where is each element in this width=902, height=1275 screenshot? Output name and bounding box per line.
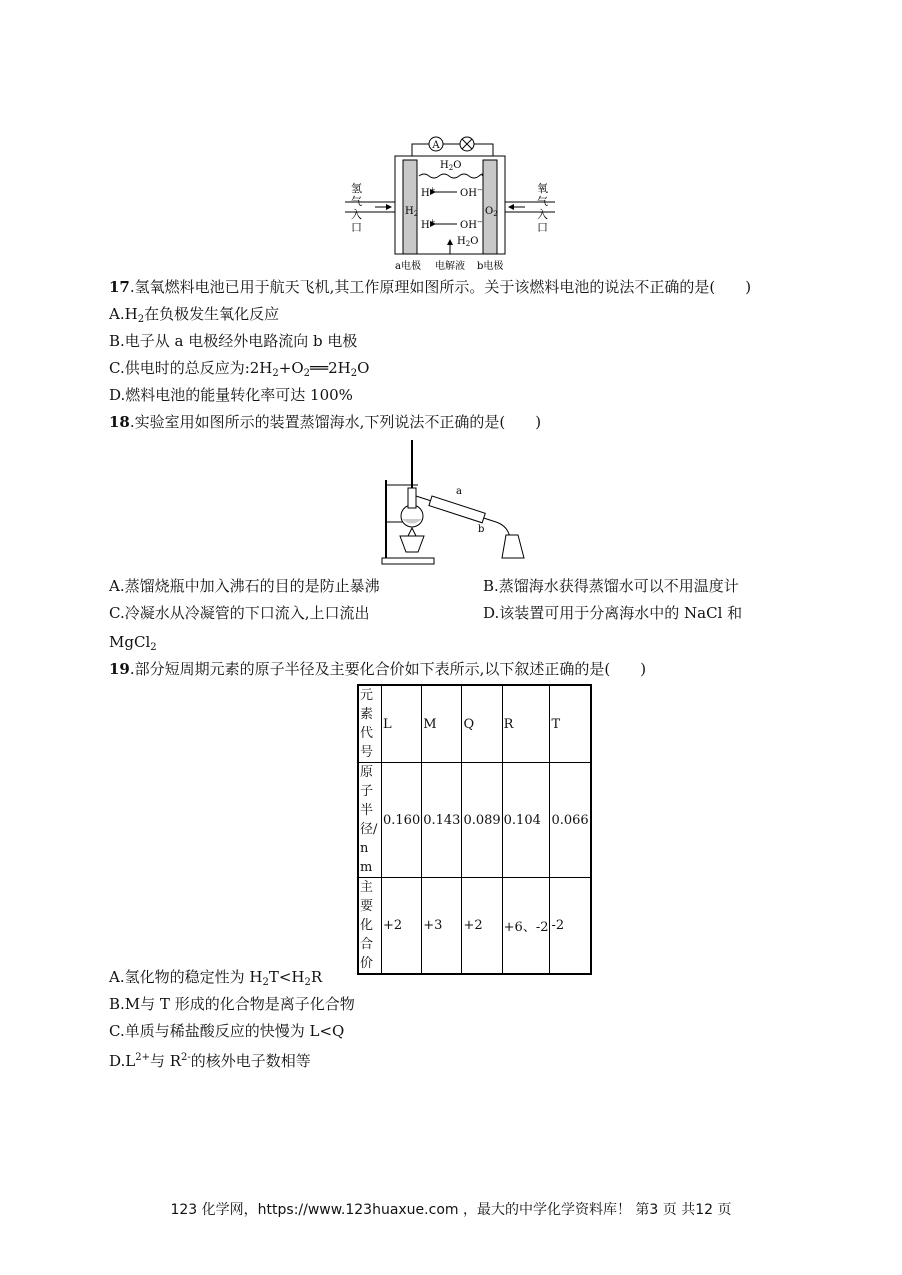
electrolyte-label: 电解液 [435, 261, 465, 272]
table-cell: +2 [462, 878, 502, 975]
q17-text: .氢氧燃料电池已用于航天飞机,其工作原理如图所示。关于该燃料电池的说法不正确的是( ) [129, 278, 752, 296]
table-cell: +2 [382, 878, 422, 975]
table-cell: -2 [550, 878, 591, 975]
table-cell: Q [462, 685, 502, 763]
electrode-a-label: a电极 [395, 261, 421, 272]
table-cell: 0.160 [382, 763, 422, 878]
q18-number: 18 [109, 413, 130, 431]
table-cell: +3 [422, 878, 462, 975]
svg-text:OH−: OH− [460, 186, 483, 199]
electrode-b-label: b电极 [477, 261, 504, 272]
table-cell: +6、-2 [502, 878, 550, 975]
svg-text:H+: H+ [421, 186, 436, 199]
q19-option-a[interactable]: A.氢化物的稳定性为 $H_2T<H_2R$ [109, 968, 323, 988]
table-row [358, 878, 591, 975]
q18-option-a[interactable]: A.蒸馏烧瓶中加入沸石的目的是防止暴沸 [109, 577, 380, 595]
table-cell: T [550, 685, 591, 763]
row-header: 元素代号 [358, 685, 382, 763]
left-inlet-char: 入 [351, 208, 362, 221]
right-inlet-char: 入 [537, 208, 548, 221]
q19-stem [109, 659, 646, 679]
svg-text:H2O: $H_2O$ [457, 236, 479, 248]
q18-option-d[interactable]: D.该装置可用于分离海水中的 NaCl 和 [483, 604, 743, 622]
right-inlet-char: 氧 [537, 182, 548, 195]
distillation-apparatus-diagram [378, 440, 528, 568]
fuel-cell-diagram [345, 132, 555, 272]
q19-option-c[interactable]: C.单质与稀盐酸反应的快慢为 L<Q [109, 1022, 345, 1040]
table-cell: R [502, 685, 550, 763]
q17-option-b[interactable]: B.电子从 a 电极经外电路流向 b 电极 [109, 332, 358, 350]
row-header: 主要化合价 [358, 878, 382, 975]
left-inlet-char: 气 [351, 195, 362, 208]
svg-text:O2: $O_2$ [485, 206, 498, 218]
inlet-a-label: a [456, 486, 462, 497]
left-inlet-char: 氢 [351, 182, 362, 195]
table-cell: L [382, 685, 422, 763]
svg-text:OH−: OH− [460, 218, 483, 231]
q17-option-c[interactable]: C.供电时的总反应为$:2H_2+O_2══2H_2O$ [109, 359, 370, 379]
q17-option-a[interactable]: $A.H_2$在负极发生氧化反应 [109, 305, 280, 325]
svg-text:H+: H+ [421, 218, 436, 231]
table-row [358, 685, 591, 763]
element-table [357, 684, 592, 975]
q19-text: .部分短周期元素的原子半径及主要化合价如下表所示,以下叙述正确的是( ) [129, 660, 647, 678]
inlet-b-label: b [478, 524, 485, 535]
svg-text:H2: $H_2$ [405, 206, 419, 218]
q17-number: 17 [109, 278, 130, 296]
q19-option-d[interactable]: $D.L^{2+}$与 $R^{2-}$的核外电子数相等 [109, 1052, 311, 1070]
table-cell: 0.089 [462, 763, 502, 878]
svg-text:H2O: $H_2O$ [440, 160, 462, 172]
table-cell: 0.066 [550, 763, 591, 878]
q17-stem [109, 277, 751, 297]
q19-option-b[interactable]: B.M与 T 形成的化合物是离子化合物 [109, 995, 355, 1013]
q18-stem [109, 412, 541, 432]
q18-option-b[interactable]: B.蒸馏海水获得蒸馏水可以不用温度计 [483, 577, 739, 595]
row-header: 原子半径/nm [358, 763, 382, 878]
table-cell: 0.143 [422, 763, 462, 878]
right-inlet-char: 口 [537, 221, 548, 234]
table-cell: M [422, 685, 462, 763]
table-row [358, 763, 591, 878]
q19-number: 19 [109, 660, 130, 678]
q18-text: .实验室用如图所示的装置蒸馏海水,下列说法不正确的是( ) [129, 413, 542, 431]
q18-option-d-continued: MgCl$_2$ [109, 633, 157, 653]
table-cell: 0.104 [502, 763, 550, 878]
page-footer: 123 化学网，https://www.123huaxue.com ，最大的中学化学资料库！ 第3 页 共12 页 [170, 1202, 732, 1218]
right-inlet-char: 气 [537, 195, 548, 208]
q18-option-c[interactable]: C.冷凝水从冷凝管的下口流入,上口流出 [109, 604, 370, 622]
left-inlet-char: 口 [351, 221, 362, 234]
q17-option-d[interactable]: D.燃料电池的能量转化率可达 100% [109, 386, 353, 404]
ammeter-label: A [432, 140, 440, 151]
